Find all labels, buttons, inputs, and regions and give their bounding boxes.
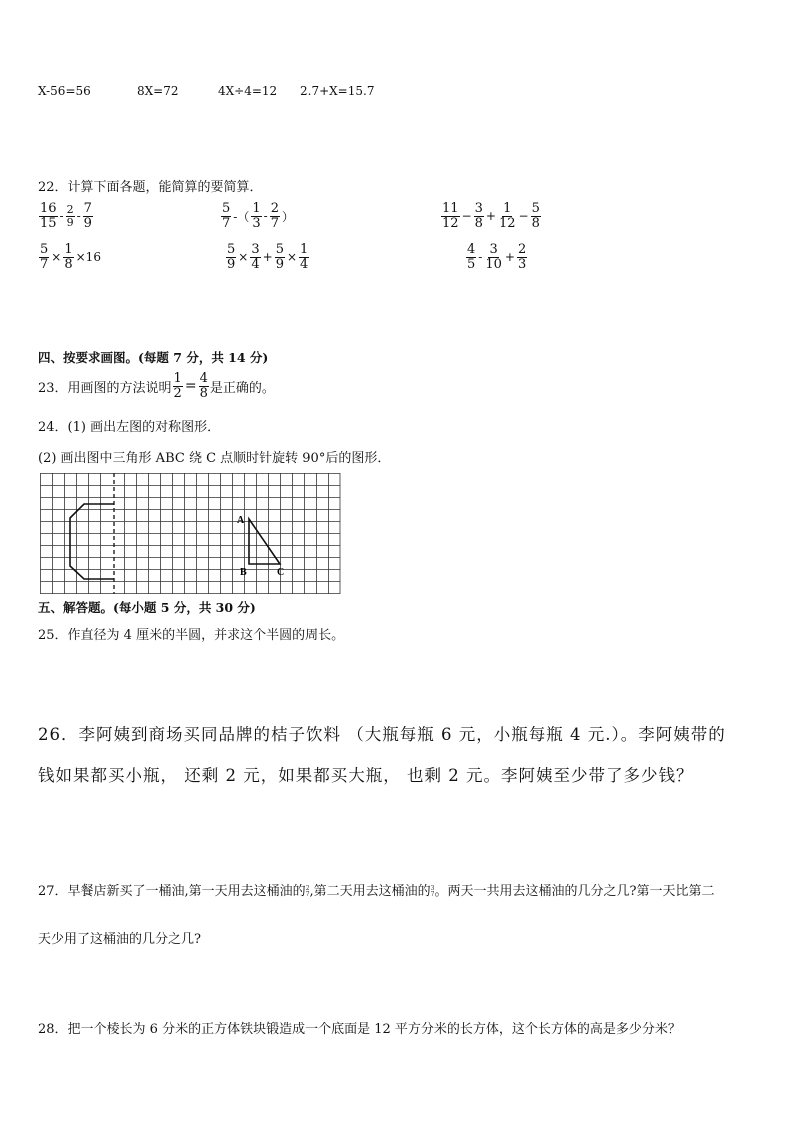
fraction: $\frac{1}{12}$ [498,201,516,231]
fraction: $\frac{3}{4}$ [251,242,260,272]
q27-line-2: 天少用了这桶油的几分之几? [38,932,201,947]
fraction: $\frac{1}{3}$ [252,201,261,231]
fraction: $\frac{11}{12}$ [442,201,459,231]
label-a: A [237,515,245,526]
q24-part-1: 24．(1) 画出左图的对称图形． [38,420,221,435]
q26-line-1: 26．李阿姨到商场买同品牌的桔子饮料 （大瓶每瓶 6 元，小瓶每瓶 4 元.）。李阿姨带的 [38,725,726,744]
fraction: $\frac{5}{9}$ [275,242,284,272]
fraction: $\frac{16}{15}$ [40,201,57,231]
fraction: $\frac{1}{8}$ [64,242,73,272]
fraction: $\frac{3}{8}$ [474,201,483,231]
q22-title: 22．计算下面各题，能简算的要简算． [38,180,263,195]
label-c: C [277,567,285,578]
tiny-fraction: 3 7 [430,884,435,898]
grid-lines [41,473,341,594]
fraction: $\frac{5}{7}$ [40,242,49,272]
q26-line-2: 钱如果都买小瓶， 还剩 2 元，如果都买大瓶， 也剩 2 元。李阿姨至少带了多少钱？ [38,766,694,785]
q22-expr-3: $\frac{11}{12}$ − $\frac{3}{8}$ + $\frac{1}{12}$ − $\frac{5}{8}$ [442,201,540,231]
fraction: $\frac{5}{7}$ [222,201,231,231]
fraction: $\frac{3}{10}$ [485,242,502,272]
q28: 28．把一个棱长为 6 分米的正方体铁块锻造成一个底面是 12 平方分米的长方体，这个长方体的高是多少分米？ [38,1022,681,1037]
grid-diagram [40,473,342,595]
fraction: $\frac{2}{7}$ [270,201,279,231]
fraction: $\frac{1}{4}$ [300,242,309,272]
equation-3: 4X÷4=12 [218,84,278,98]
section-4-heading: 四、按要求画图。(每题 7 分，共 14 分) [38,350,269,365]
equation-4: 2.7+X=15.7 [300,84,375,98]
tiny-fraction: 2 7 [305,884,310,898]
q22-expr-2: $\frac{5}{7}$ -（ $\frac{1}{3}$ - $\frac{2}{7}$ ） [222,201,294,231]
q23: 23．用画图的方法说明 $\frac{1}{2}$ = $\frac{4}{8}$ 是正确的。 [38,371,275,401]
equation-1: X-56=56 [38,84,91,98]
fraction: $\frac{5}{8}$ [531,201,540,231]
equation-2: 8X=72 [137,84,179,98]
fraction: $\frac{4}{5}$ [467,242,476,272]
q27-line-1: 27．早餐店新买了一桶油,第一天用去这桶油的 2 7 ,第二天用去这桶油的 3 7 。两天一共用去这桶油的几分之几?第一天比第二 [38,884,715,899]
fraction: $\frac{7}{9}$ [83,201,92,231]
q22-expr-1: $\frac{16}{15}$ - $\frac{2}{9}$ - $\frac{7}{9}$ [40,201,92,231]
fraction: $\frac{5}{9}$ [227,242,236,272]
q25: 25．作直径为 4 厘米的半圆，并求这个半圆的周长。 [38,628,345,643]
fraction: $\frac{2}{9}$ [66,203,74,229]
q22-expr-5: $\frac{5}{9}$ × $\frac{3}{4}$ + $\frac{5}{9}$ × $\frac{1}{4}$ [227,242,309,272]
fraction: $\frac{2}{3}$ [517,242,527,272]
q24-part-2: (2) 画出图中三角形 ABC 绕 C 点顺时针旋转 90°后的图形． [38,451,391,466]
fraction: $\frac{4}{8}$ [199,371,208,401]
q22-expr-4: $\frac{5}{7}$ × $\frac{1}{8}$ ×16 [40,242,101,272]
fraction: $\frac{1}{2}$ [173,371,182,401]
section-5-heading: 五、解答题。(每小题 5 分，共 30 分) [38,600,256,615]
q22-expr-6: $\frac{4}{5}$ - $\frac{3}{10}$ + $\frac{2}{3}$ [467,242,527,272]
label-b: B [240,567,247,578]
